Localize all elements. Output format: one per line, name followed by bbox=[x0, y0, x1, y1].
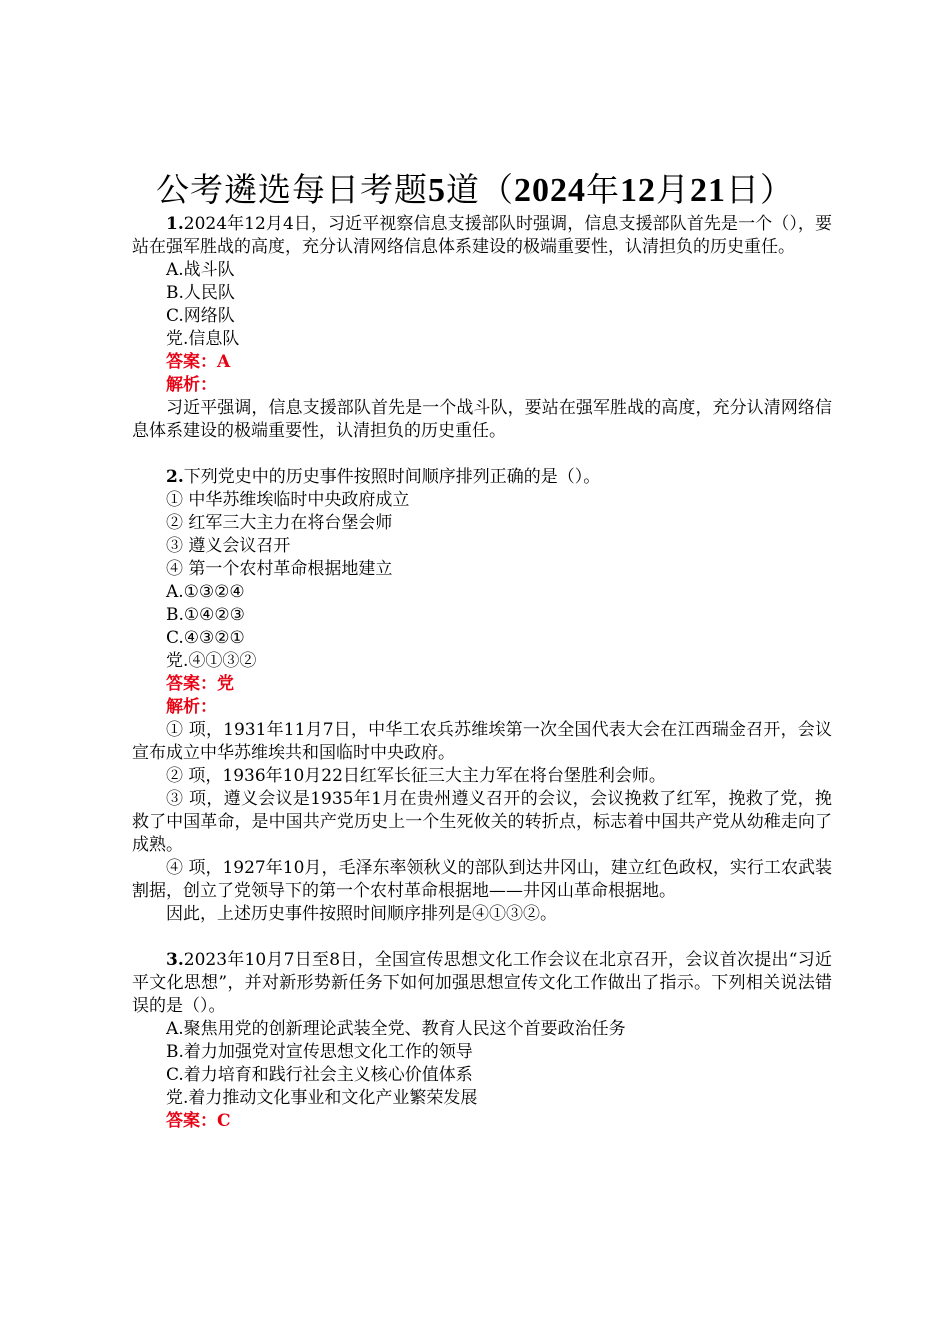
question-2-item: ① 中华苏维埃临时中央政府成立 bbox=[166, 490, 410, 510]
question-text: 下列党史中的历史事件按照时间顺序排列正确的是（）。 bbox=[183, 467, 601, 487]
question-2-analysis-label: 解析： bbox=[166, 697, 217, 717]
title-count: 5 bbox=[428, 172, 446, 209]
title-prefix: 公考遴选每日考题 bbox=[156, 170, 428, 209]
question-2-option: B.①④②③ bbox=[166, 605, 245, 625]
question-2-option: A.①③②④ bbox=[166, 582, 245, 602]
title-month: 12 bbox=[620, 172, 656, 209]
question-1-analysis: 习近平强调，信息支援部队首先是一个战斗队，要站在强军胜战的高度，充分认清网络信息体系建设的极端重要性，认清担负的历史重任。 bbox=[132, 398, 832, 441]
title-suffix: 日） bbox=[726, 170, 794, 209]
question-text: 2023年10月7日至8日，全国宣传思想文化工作会议在北京召开，会议首次提出“习近平文化思想”，并对新形势新任务下如何加强思想宣传文化工作做出了指示。下列相关说法错误的是（）。 bbox=[132, 950, 832, 1016]
question-2-item: ② 红军三大主力在将台堡会师 bbox=[166, 513, 393, 533]
document-body bbox=[132, 213, 832, 1133]
question-1-analysis-label: 解析： bbox=[166, 375, 217, 395]
question-3-option: 党.着力推动文化事业和文化产业繁荣发展 bbox=[166, 1088, 478, 1108]
title-middle: 道（ bbox=[446, 170, 514, 209]
question-1-option: C.网络队 bbox=[166, 306, 235, 326]
question-1-option: 党.信息队 bbox=[166, 329, 240, 349]
question-1-stem bbox=[132, 213, 832, 259]
question-3-option: C.着力培育和践行社会主义核心价值体系 bbox=[166, 1065, 473, 1085]
question-2-analysis: 因此，上述历史事件按照时间顺序排列是④①③②。 bbox=[166, 904, 557, 924]
question-1-option: B.人民队 bbox=[166, 283, 235, 303]
question-1-answer: 答案：A bbox=[166, 352, 231, 372]
question-text: 2024年12月4日，习近平视察信息支援部队时强调，信息支援部队首先是一个（），要站在强军胜战的高度，充分认清网络信息体系建设的极端重要性，认清担负的历史重任。 bbox=[132, 214, 832, 257]
title-day: 21 bbox=[690, 172, 726, 209]
title-year-char: 年 bbox=[586, 170, 620, 209]
question-2-analysis: ④ 项，1927年10月，毛泽东率领秋义的部队到达井冈山，建立红色政权，实行工农武装割据，创立了党领导下的第一个农村革命根据地——井冈山革命根据地。 bbox=[132, 858, 832, 901]
question-2-analysis: ① 项，1931年11月7日，中华工农兵苏维埃第一次全国代表大会在江西瑞金召开，会议宣布成立中华苏维埃共和国临时中央政府。 bbox=[132, 720, 832, 763]
spacer bbox=[132, 443, 832, 466]
title-year: 2024 bbox=[514, 172, 586, 209]
question-2-option: 党.④①③② bbox=[166, 651, 257, 671]
question-2-analysis: ② 项，1936年10月22日红军长征三大主力军在将台堡胜利会师。 bbox=[166, 766, 666, 786]
title-month-char: 月 bbox=[656, 170, 690, 209]
question-2-item: ③ 遵义会议召开 bbox=[166, 536, 291, 556]
question-2-option: C.④③②① bbox=[166, 628, 245, 648]
question-1-option: A.战斗队 bbox=[166, 260, 235, 280]
question-2-item: ④ 第一个农村革命根据地建立 bbox=[166, 559, 393, 579]
question-2-answer: 答案：党 bbox=[166, 674, 234, 694]
question-3-stem bbox=[132, 949, 832, 1018]
page-title bbox=[0, 168, 950, 213]
question-3-option: B.着力加强党对宣传思想文化工作的领导 bbox=[166, 1042, 473, 1062]
question-2-analysis: ③ 项，遵义会议是1935年1月在贵州遵义召开的会议，会议挽救了红军，挽救了党，挽救了中国革命，是中国共产党历史上一个生死攸关的转折点，标志着中国共产党从幼稚走向了成熟。 bbox=[132, 789, 832, 855]
question-number: 2. bbox=[166, 467, 184, 487]
question-number: 3. bbox=[166, 950, 184, 970]
question-3-answer: 答案：C bbox=[166, 1111, 231, 1131]
question-2-stem bbox=[132, 466, 832, 489]
question-3-option: A.聚焦用党的创新理论武装全党、教育人民这个首要政治任务 bbox=[166, 1019, 626, 1039]
spacer bbox=[132, 926, 832, 949]
question-number: 1. bbox=[166, 214, 184, 234]
